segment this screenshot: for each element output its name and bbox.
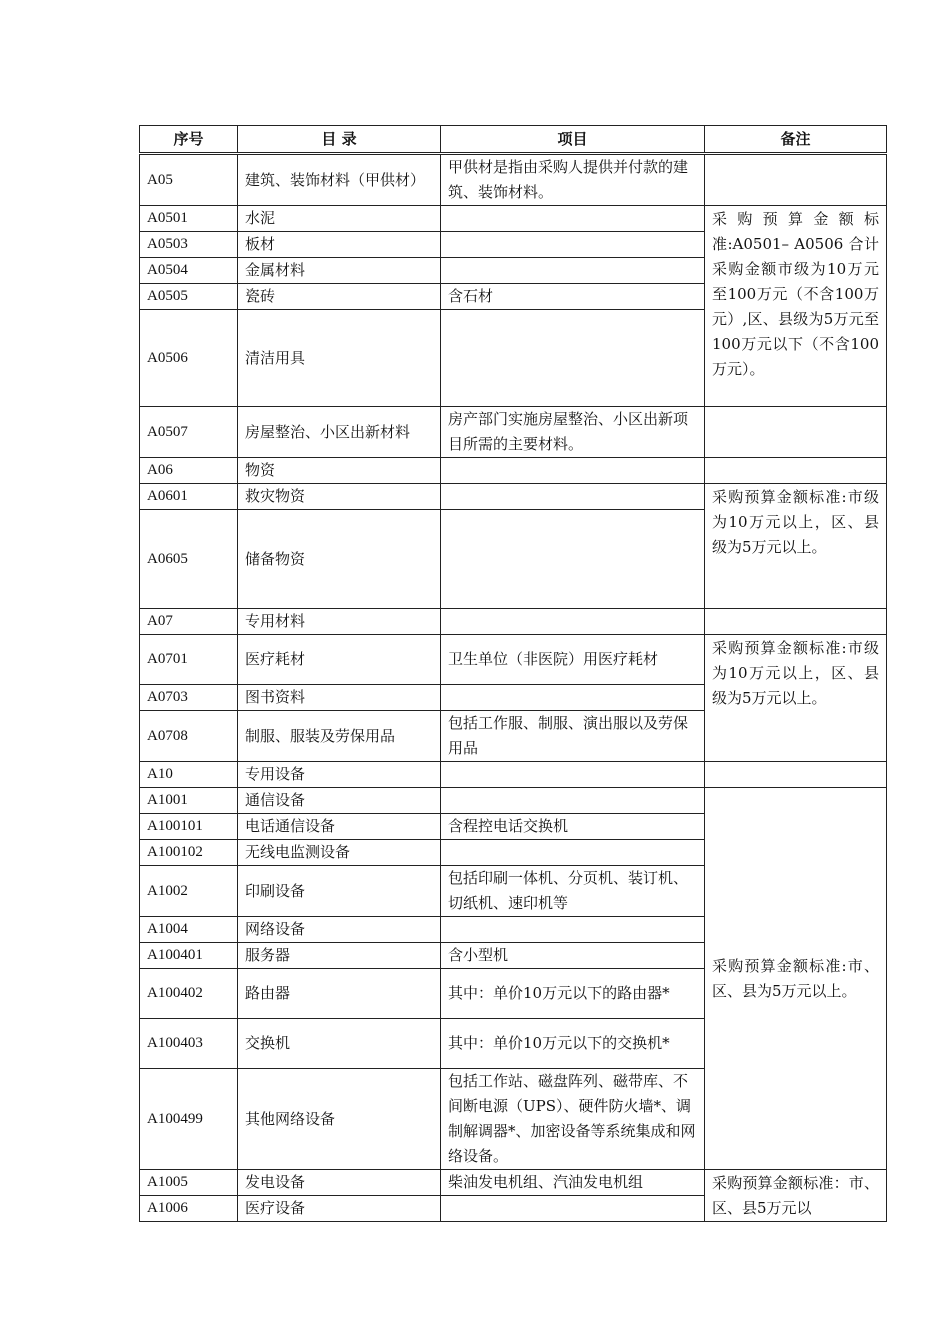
row-item: 含小型机	[441, 943, 705, 969]
row-code: A0703	[140, 685, 238, 711]
row-name: 制服、服装及劳保用品	[238, 711, 441, 762]
row-code: A0601	[140, 484, 238, 510]
table-row	[140, 1170, 887, 1196]
table-row	[140, 206, 887, 232]
row-item	[441, 685, 705, 711]
row-item: 柴油发电机组、汽油发电机组	[441, 1170, 705, 1196]
row-name: 服务器	[238, 943, 441, 969]
row-name: 房屋整治、小区出新材料	[238, 407, 441, 458]
row-code: A0708	[140, 711, 238, 762]
row-code: A1004	[140, 917, 238, 943]
table-row	[140, 788, 887, 814]
header-note: 备注	[705, 126, 887, 154]
row-item: 甲供材是指由采购人提供并付款的建筑、装饰材料。	[441, 154, 705, 206]
note-cell: 采购预算金额标准:市级为10万元以上，区、县级为5万元以上。	[705, 635, 887, 762]
row-name: 其他网络设备	[238, 1069, 441, 1170]
procurement-table	[139, 125, 887, 1222]
row-note-empty	[705, 154, 887, 206]
row-item: 含程控电话交换机	[441, 814, 705, 840]
row-item: 包括印刷一体机、分页机、装订机、切纸机、速印机等	[441, 866, 705, 917]
header-catalog: 目 录	[238, 126, 441, 154]
row-name: 网络设备	[238, 917, 441, 943]
row-code: A100102	[140, 840, 238, 866]
row-code: A0701	[140, 635, 238, 685]
note-cell: 采购预算金额标准:A0501– A0506 合计采购金额市级为10万元至100万元（不含100万元）,区、县级为5万元至100万元以下（不含100万元）。	[705, 206, 887, 407]
note-cell: 采购预算金额标准：市、区、县5万元以	[705, 1170, 887, 1222]
row-code: A1002	[140, 866, 238, 917]
row-name: 专用设备	[238, 762, 441, 788]
row-code: A1006	[140, 1196, 238, 1222]
row-name: 电话通信设备	[238, 814, 441, 840]
row-name: 路由器	[238, 969, 441, 1019]
row-code: A0605	[140, 510, 238, 609]
row-code: A100101	[140, 814, 238, 840]
row-code: A0504	[140, 258, 238, 284]
row-item	[441, 917, 705, 943]
table-row	[140, 635, 887, 685]
row-code: A0501	[140, 206, 238, 232]
row-item: 包括工作服、制服、演出服以及劳保用品	[441, 711, 705, 762]
row-name: 印刷设备	[238, 866, 441, 917]
row-code: A10	[140, 762, 238, 788]
row-name: 水泥	[238, 206, 441, 232]
row-item: 其中：单价10万元以下的交换机*	[441, 1019, 705, 1069]
row-name: 交换机	[238, 1019, 441, 1069]
row-name: 物资	[238, 458, 441, 484]
row-code: A07	[140, 609, 238, 635]
header-item: 项目	[441, 126, 705, 154]
note-cell: 采购预算金额标准:市、区、县为5万元以上。	[705, 788, 887, 1170]
row-name: 板材	[238, 232, 441, 258]
row-name: 专用材料	[238, 609, 441, 635]
row-name: 建筑、装饰材料（甲供材）	[238, 154, 441, 206]
row-note-empty	[705, 762, 887, 788]
row-code: A100403	[140, 1019, 238, 1069]
row-note-empty	[705, 458, 887, 484]
row-item: 房产部门实施房屋整治、小区出新项目所需的主要材料。	[441, 407, 705, 458]
row-name: 无线电监测设备	[238, 840, 441, 866]
row-item	[441, 484, 705, 510]
row-item	[441, 258, 705, 284]
row-item	[441, 762, 705, 788]
table-row	[140, 458, 887, 484]
row-item	[441, 510, 705, 609]
row-item	[441, 232, 705, 258]
row-name: 发电设备	[238, 1170, 441, 1196]
row-note-empty	[705, 407, 887, 458]
table-row	[140, 407, 887, 458]
row-item	[441, 609, 705, 635]
table-row	[140, 762, 887, 788]
row-code: A1005	[140, 1170, 238, 1196]
row-name: 救灾物资	[238, 484, 441, 510]
row-code: A0506	[140, 310, 238, 407]
row-name: 医疗设备	[238, 1196, 441, 1222]
row-code: A0507	[140, 407, 238, 458]
row-item	[441, 206, 705, 232]
row-item	[441, 1196, 705, 1222]
row-item: 其中：单价10万元以下的路由器*	[441, 969, 705, 1019]
row-note-empty	[705, 609, 887, 635]
row-item: 包括工作站、磁盘阵列、磁带库、不间断电源（UPS）、硬件防火墙*、调制解调器*、加密设备等系统集成和网络设备。	[441, 1069, 705, 1170]
row-code: A0503	[140, 232, 238, 258]
row-code: A06	[140, 458, 238, 484]
row-name: 瓷砖	[238, 284, 441, 310]
row-name: 医疗耗材	[238, 635, 441, 685]
row-name: 图书资料	[238, 685, 441, 711]
table-row	[140, 484, 887, 510]
row-code: A1001	[140, 788, 238, 814]
row-name: 清洁用具	[238, 310, 441, 407]
row-name: 储备物资	[238, 510, 441, 609]
row-item	[441, 458, 705, 484]
row-code: A100499	[140, 1069, 238, 1170]
row-code: A100402	[140, 969, 238, 1019]
note-cell: 采购预算金额标准:市级为10万元以上，区、县级为5万元以上。	[705, 484, 887, 609]
table-row	[140, 154, 887, 206]
row-item: 卫生单位（非医院）用医疗耗材	[441, 635, 705, 685]
row-item	[441, 310, 705, 407]
row-item: 含石材	[441, 284, 705, 310]
row-item	[441, 840, 705, 866]
header-seq: 序号	[140, 126, 238, 154]
row-code: A0505	[140, 284, 238, 310]
row-name: 金属材料	[238, 258, 441, 284]
row-name: 通信设备	[238, 788, 441, 814]
row-code: A100401	[140, 943, 238, 969]
row-item	[441, 788, 705, 814]
row-code: A05	[140, 154, 238, 206]
header-row	[140, 126, 887, 154]
table-row	[140, 609, 887, 635]
